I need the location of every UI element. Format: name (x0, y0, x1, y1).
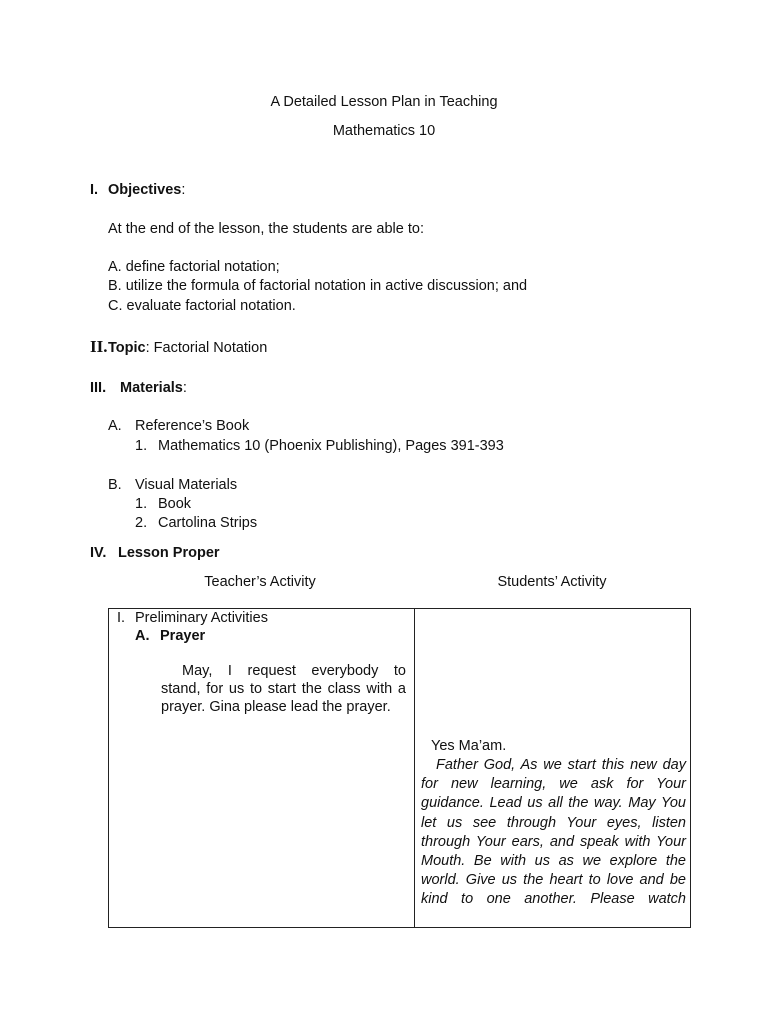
objective-item-a: A. define factorial notation; (108, 259, 280, 275)
section4-numeral: IV. (90, 545, 107, 561)
student-reply: Yes Ma’am. (431, 738, 507, 754)
materials-group-b-item2: Cartolina Strips (158, 515, 258, 531)
teacher-line-1-text: May, I request everybody to (182, 663, 406, 679)
teacher-line-1 (182, 662, 406, 680)
section2-numeral: II. (90, 337, 108, 356)
materials-group-a-item: Mathematics 10 (Phoenix Publishing), Pages 391-393 (158, 438, 504, 454)
materials-group-b-item2-num: 2. (135, 515, 148, 531)
doc-title-line1: A Detailed Lesson Plan in Teaching (270, 94, 498, 110)
materials-group-a-label: A. (108, 418, 122, 434)
materials-group-b-item1-num: 1. (135, 496, 148, 512)
teacher-line-3: prayer. Gina please lead the prayer. (161, 699, 391, 715)
objective-item-c: C. evaluate factorial notation. (108, 298, 296, 314)
objective-item-b: B. utilize the formula of factorial notation in active discussion; and (108, 278, 528, 294)
section1-colon: : (181, 182, 186, 198)
preliminary-numeral: I. (117, 610, 126, 626)
materials-group-b-title: Visual Materials (135, 477, 238, 493)
section2-heading: Topic (108, 340, 146, 356)
prayer-line-5: through Your ears, and speak with Your (421, 834, 686, 850)
doc-title-line2: Mathematics 10 (332, 123, 436, 139)
prayer-title: Prayer (160, 628, 206, 644)
prayer-line-3: guidance. Lead us all the way. May You (421, 795, 686, 811)
column-header-students: Students’ Activity (497, 574, 607, 590)
section3-colon: : (182, 380, 187, 396)
preliminary-heading: Preliminary Activities (135, 610, 268, 626)
section2-topic-wrap (108, 339, 267, 357)
column-header-teacher: Teacher’s Activity (204, 574, 316, 590)
prayer-line-4: let us see through Your eyes, listen (421, 815, 686, 831)
section1-heading-wrap (108, 181, 185, 199)
prayer-line-2: for new learning, we ask for Your (421, 776, 686, 792)
materials-group-b-label: B. (108, 477, 122, 493)
prayer-line-1: Father God, As we start this new day (436, 757, 686, 773)
teacher-line-2: stand, for us to start the class with a (161, 681, 406, 697)
prayer-label: A. (135, 628, 150, 644)
prayer-line-7: world. Give us the heart to love and be (421, 872, 686, 888)
section3-numeral: III. (90, 380, 107, 396)
materials-group-a-item-num: 1. (135, 438, 148, 454)
section1-heading: Objectives (108, 182, 182, 198)
table-column-divider (414, 609, 415, 927)
prayer-line-8: kind to one another. Please watch (421, 891, 686, 907)
activity-table (108, 608, 691, 928)
section2-text: : Factorial Notation (145, 340, 268, 356)
prayer-line-6: Mouth. Be with us as we explore the (421, 853, 686, 869)
materials-group-b-item1: Book (158, 496, 192, 512)
section3-heading-wrap (120, 379, 187, 397)
section1-numeral: I. (90, 182, 99, 198)
materials-group-a-title: Reference’s Book (135, 418, 250, 434)
objectives-intro: At the end of the lesson, the students are able to: (108, 221, 424, 237)
section4-heading: Lesson Proper (118, 545, 220, 561)
section3-heading: Materials (120, 380, 183, 396)
